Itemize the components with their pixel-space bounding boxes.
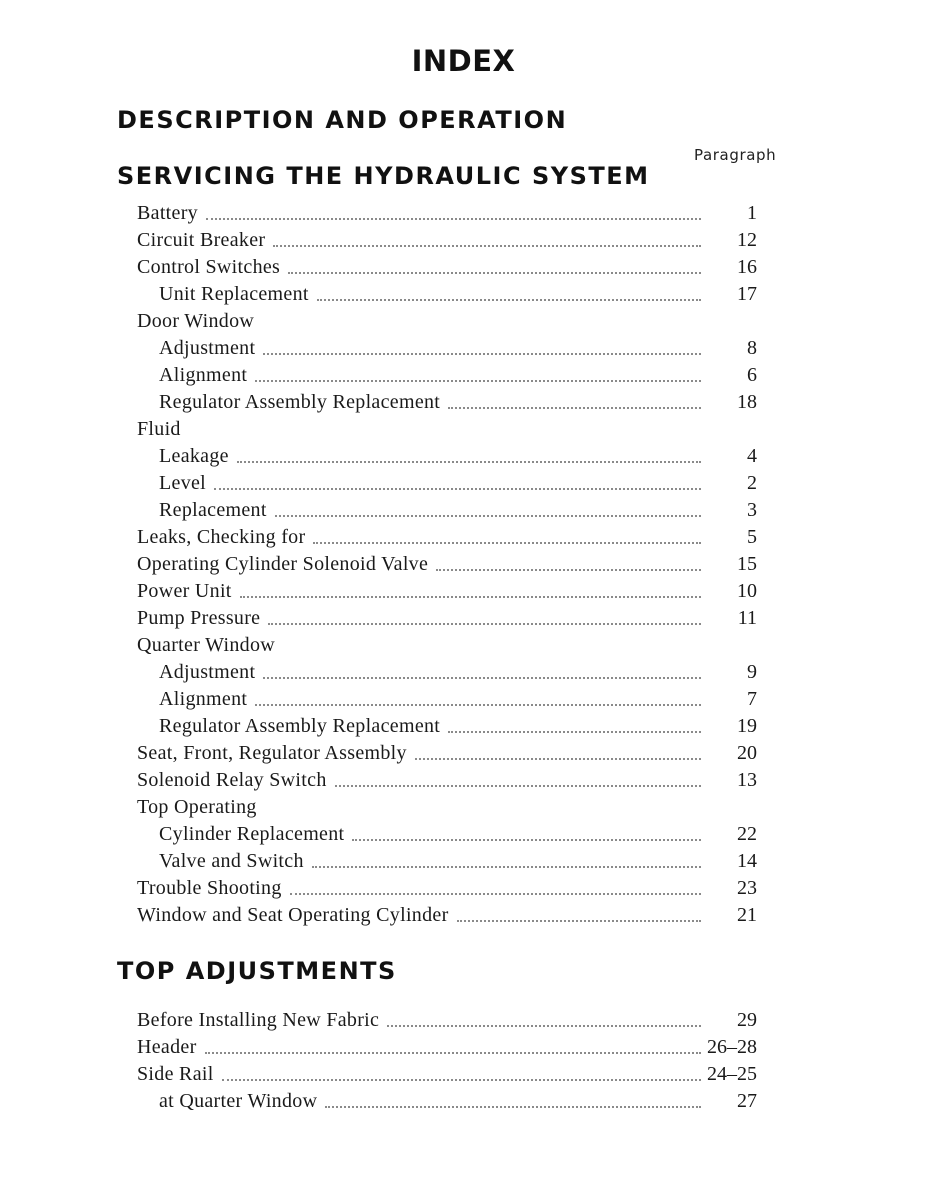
index-entry [137,1061,757,1088]
dot-leader [290,892,701,895]
index-entry [137,335,757,362]
index-entry-label: Window and Seat Operating Cylinder [137,904,449,926]
index-entry-label: Circuit Breaker [137,229,266,251]
paragraph-number: 8 [747,337,757,359]
index-entry-label: Pump Pressure [137,607,261,629]
paragraph-number: 15 [737,553,757,575]
paragraph-number: 10 [737,580,757,602]
index-entry-label: Valve and Switch [159,850,304,872]
dot-leader [275,514,701,517]
index-entry [137,578,757,605]
dot-leader [255,703,701,706]
index-entry-label: Operating Cylinder Solenoid Valve [137,553,429,575]
index-entry-label: at Quarter Window [159,1090,318,1112]
index-entry-label: Alignment [159,688,248,710]
paragraph-column-header: Paragraph [694,146,777,164]
index-entry-label: Side Rail [137,1063,214,1085]
paragraph-number: 2 [747,472,757,494]
index-entry [137,659,757,686]
paragraph-number: 12 [737,229,757,251]
index-entry [137,497,757,524]
dot-leader [317,298,701,301]
paragraph-number: 19 [737,715,757,737]
index-entry-label: Header [137,1036,197,1058]
paragraph-number: 4 [747,445,757,467]
dot-leader [352,838,701,841]
index-entry [137,362,757,389]
dot-leader [205,1051,701,1054]
dot-leader [237,460,701,463]
dot-leader [448,730,701,733]
index-entry-label: Control Switches [137,256,281,278]
index-entry [137,605,757,632]
index-entry [137,740,757,767]
index-entry-label: Power Unit [137,580,232,602]
paragraph-number: 17 [737,283,757,305]
index-entry [137,713,757,740]
index-entry [137,254,757,281]
index-entry [137,902,757,929]
index-entry [137,767,757,794]
index-entry [137,416,757,443]
paragraph-number: 1 [747,202,757,224]
index-entry-label: Before Installing New Fabric [137,1009,380,1031]
index-entry [137,1088,757,1115]
index-entry-label: Door Window [137,310,255,332]
paragraph-number: 13 [737,769,757,791]
index-entry [137,848,757,875]
hydraulic-index-list [137,200,757,929]
index-entry-label: Top Operating [137,796,257,818]
dot-leader [263,676,701,679]
index-entry-label: Leaks, Checking for [137,526,306,548]
section-heading-description: DESCRIPTION AND OPERATION [117,106,568,134]
dot-leader [240,595,701,598]
dot-leader [263,352,701,355]
dot-leader [457,919,701,922]
page-title: INDEX [411,44,516,78]
index-entry [137,794,757,821]
index-entry [137,875,757,902]
paragraph-number: 20 [737,742,757,764]
index-entry-label: Trouble Shooting [137,877,282,899]
index-entry [137,1007,757,1034]
dot-leader [387,1024,701,1027]
index-entry [137,821,757,848]
paragraph-number: 9 [747,661,757,683]
dot-leader [214,487,701,490]
index-entry-label: Adjustment [159,337,256,359]
index-entry-label: Level [159,472,207,494]
index-entry-label: Replacement [159,499,267,521]
paragraph-number: 27 [737,1090,757,1112]
index-entry-label: Alignment [159,364,248,386]
paragraph-number: 26–28 [707,1036,757,1058]
dot-leader [312,865,701,868]
dot-leader [288,271,701,274]
paragraph-number: 14 [737,850,757,872]
paragraph-number: 29 [737,1009,757,1031]
index-entry [137,443,757,470]
paragraph-number: 16 [737,256,757,278]
dot-leader [313,541,701,544]
index-entry-label: Regulator Assembly Replacement [159,391,441,413]
section-heading-top-adjustments: TOP ADJUSTMENTS [117,957,397,985]
section-heading-hydraulic: SERVICING THE HYDRAULIC SYSTEM [117,162,650,190]
top-adjustments-index-list [137,1007,757,1115]
dot-leader [436,568,701,571]
dot-leader [448,406,701,409]
paragraph-number: 7 [747,688,757,710]
index-entry-label: Leakage [159,445,229,467]
dot-leader [268,622,701,625]
paragraph-number: 22 [737,823,757,845]
index-entry [137,227,757,254]
paragraph-number: 18 [737,391,757,413]
paragraph-number: 5 [747,526,757,548]
index-entry [137,632,757,659]
index-entry-label: Quarter Window [137,634,275,656]
dot-leader [273,244,701,247]
dot-leader [335,784,701,787]
index-entry [137,524,757,551]
index-entry [137,281,757,308]
index-entry [137,686,757,713]
dot-leader [206,217,701,220]
index-entry-label: Battery [137,202,198,224]
dot-leader [325,1105,701,1108]
index-entry [137,551,757,578]
paragraph-number: 6 [747,364,757,386]
index-entry-label: Unit Replacement [159,283,309,305]
index-entry [137,308,757,335]
index-entry-label: Cylinder Replacement [159,823,345,845]
paragraph-number: 3 [747,499,757,521]
index-entry-label: Solenoid Relay Switch [137,769,327,791]
index-entry-label: Seat, Front, Regulator Assembly [137,742,407,764]
index-entry-label: Regulator Assembly Replacement [159,715,441,737]
index-entry [137,200,757,227]
dot-leader [255,379,701,382]
index-entry [137,1034,757,1061]
paragraph-number: 21 [737,904,757,926]
paragraph-number: 24–25 [707,1063,757,1085]
paragraph-number: 11 [737,607,757,629]
dot-leader [222,1078,701,1081]
index-entry [137,470,757,497]
index-entry-label: Adjustment [159,661,256,683]
index-entry [137,389,757,416]
index-entry-label: Fluid [137,418,181,440]
paragraph-number: 23 [737,877,757,899]
dot-leader [415,757,701,760]
